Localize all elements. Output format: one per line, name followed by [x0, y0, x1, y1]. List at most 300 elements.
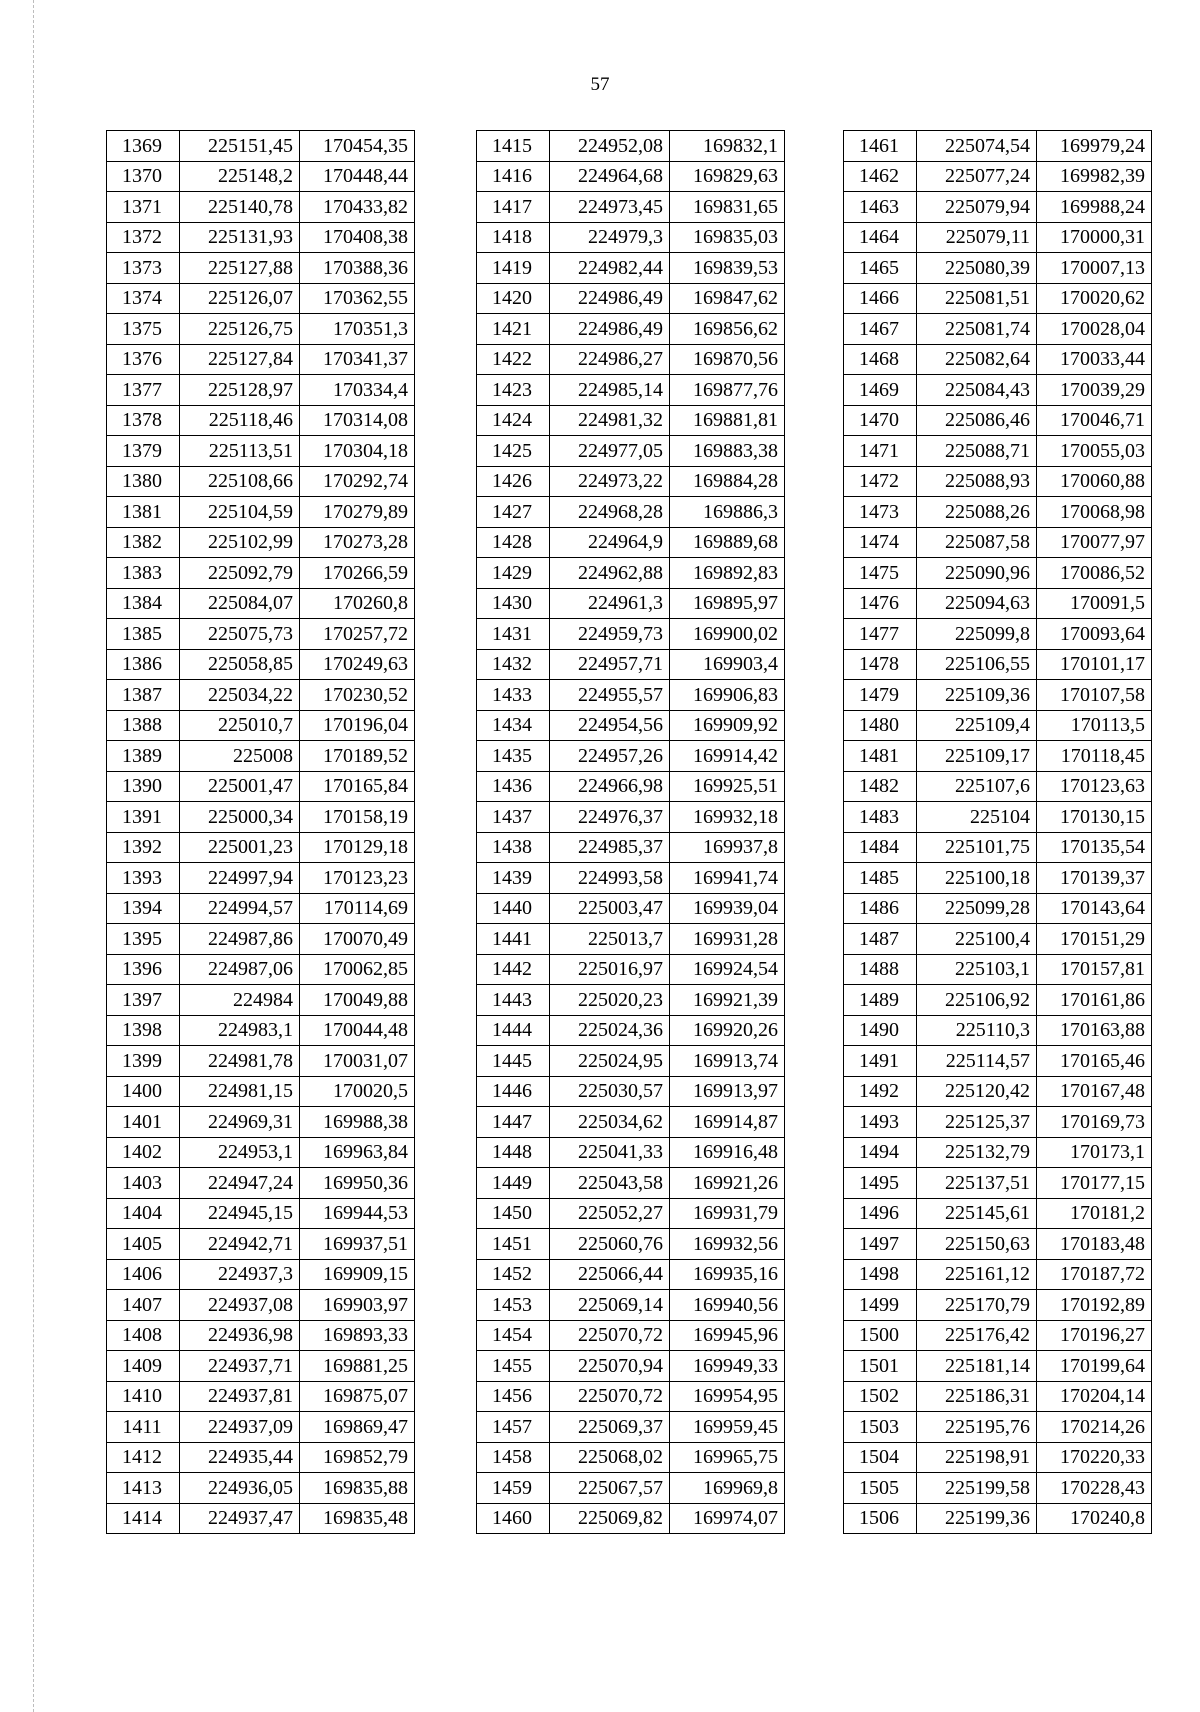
- table-row: [844, 649, 1152, 680]
- y-coordinate-cell: 170388,36: [300, 253, 415, 284]
- point-number-cell: 1466: [844, 283, 917, 314]
- table-row: [844, 527, 1152, 558]
- x-coordinate-cell: 224987,06: [180, 954, 300, 985]
- point-number-cell: 1429: [477, 558, 550, 589]
- x-coordinate-cell: 224964,9: [550, 527, 670, 558]
- table-row: [844, 1107, 1152, 1138]
- table-row: [107, 1381, 415, 1412]
- point-number-cell: 1491: [844, 1046, 917, 1077]
- table-row: [107, 1015, 415, 1046]
- x-coordinate-cell: 225079,11: [917, 222, 1037, 253]
- table-row: [107, 436, 415, 467]
- x-coordinate-cell: 225127,88: [180, 253, 300, 284]
- y-coordinate-cell: 170249,63: [300, 649, 415, 680]
- point-number-cell: 1497: [844, 1229, 917, 1260]
- table-row: [477, 710, 785, 741]
- table-row: [107, 131, 415, 162]
- table-row: [477, 558, 785, 589]
- x-coordinate-cell: 224936,98: [180, 1320, 300, 1351]
- x-coordinate-cell: 224982,44: [550, 253, 670, 284]
- table-row: [844, 1442, 1152, 1473]
- table-row: [477, 619, 785, 650]
- y-coordinate-cell: 169856,62: [670, 314, 785, 345]
- point-number-cell: 1401: [107, 1107, 180, 1138]
- x-coordinate-cell: 224961,3: [550, 588, 670, 619]
- x-coordinate-cell: 225034,62: [550, 1107, 670, 1138]
- table-row: [477, 680, 785, 711]
- table-row: [107, 893, 415, 924]
- table-row: [107, 710, 415, 741]
- table-row: [107, 1198, 415, 1229]
- point-number-cell: 1453: [477, 1290, 550, 1321]
- x-coordinate-cell: 225067,57: [550, 1473, 670, 1504]
- x-coordinate-cell: 224964,68: [550, 161, 670, 192]
- point-number-cell: 1449: [477, 1168, 550, 1199]
- x-coordinate-cell: 225024,36: [550, 1015, 670, 1046]
- table-row: [844, 741, 1152, 772]
- y-coordinate-cell: 169974,07: [670, 1503, 785, 1534]
- point-number-cell: 1420: [477, 283, 550, 314]
- table-row: [477, 1229, 785, 1260]
- y-coordinate-cell: 169965,75: [670, 1442, 785, 1473]
- y-coordinate-cell: 170240,8: [1037, 1503, 1152, 1534]
- y-coordinate-cell: 170044,48: [300, 1015, 415, 1046]
- x-coordinate-cell: 225070,72: [550, 1381, 670, 1412]
- point-number-cell: 1498: [844, 1259, 917, 1290]
- table-row: [844, 588, 1152, 619]
- y-coordinate-cell: 169893,33: [300, 1320, 415, 1351]
- table-row: [477, 1503, 785, 1534]
- y-coordinate-cell: 170151,29: [1037, 924, 1152, 955]
- page-margin-line: [33, 0, 34, 1712]
- y-coordinate-cell: 170279,89: [300, 497, 415, 528]
- point-number-cell: 1396: [107, 954, 180, 985]
- point-number-cell: 1434: [477, 710, 550, 741]
- x-coordinate-cell: 225034,22: [180, 680, 300, 711]
- point-number-cell: 1451: [477, 1229, 550, 1260]
- y-coordinate-cell: 170362,55: [300, 283, 415, 314]
- x-coordinate-cell: 225137,51: [917, 1168, 1037, 1199]
- table-row: [107, 314, 415, 345]
- y-coordinate-cell: 170165,46: [1037, 1046, 1152, 1077]
- table-row: [844, 1168, 1152, 1199]
- table-row: [844, 1137, 1152, 1168]
- point-number-cell: 1489: [844, 985, 917, 1016]
- x-coordinate-cell: 225016,97: [550, 954, 670, 985]
- y-coordinate-cell: 170139,37: [1037, 863, 1152, 894]
- point-number-cell: 1500: [844, 1320, 917, 1351]
- y-coordinate-cell: 170123,63: [1037, 771, 1152, 802]
- table-row: [107, 1137, 415, 1168]
- y-coordinate-cell: 170135,54: [1037, 832, 1152, 863]
- y-coordinate-cell: 170433,82: [300, 192, 415, 223]
- y-coordinate-cell: 169832,1: [670, 131, 785, 162]
- y-coordinate-cell: 170161,86: [1037, 985, 1152, 1016]
- y-coordinate-cell: 170062,85: [300, 954, 415, 985]
- table-row: [844, 1320, 1152, 1351]
- table-row: [107, 1320, 415, 1351]
- x-coordinate-cell: 224957,71: [550, 649, 670, 680]
- table-row: [477, 192, 785, 223]
- point-number-cell: 1432: [477, 649, 550, 680]
- point-number-cell: 1485: [844, 863, 917, 894]
- y-coordinate-cell: 170273,28: [300, 527, 415, 558]
- x-coordinate-cell: 225070,72: [550, 1320, 670, 1351]
- table-row: [107, 1473, 415, 1504]
- x-coordinate-cell: 225109,4: [917, 710, 1037, 741]
- y-coordinate-cell: 169877,76: [670, 375, 785, 406]
- table-row: [477, 832, 785, 863]
- y-coordinate-cell: 170187,72: [1037, 1259, 1152, 1290]
- table-row: [844, 558, 1152, 589]
- x-coordinate-cell: 225010,7: [180, 710, 300, 741]
- y-coordinate-cell: 170228,43: [1037, 1473, 1152, 1504]
- point-number-cell: 1378: [107, 405, 180, 436]
- point-number-cell: 1402: [107, 1137, 180, 1168]
- table-row: [477, 924, 785, 955]
- y-coordinate-cell: 169895,97: [670, 588, 785, 619]
- y-coordinate-cell: 169950,36: [300, 1168, 415, 1199]
- x-coordinate-cell: 224973,22: [550, 466, 670, 497]
- table-row: [844, 161, 1152, 192]
- x-coordinate-cell: 225186,31: [917, 1381, 1037, 1412]
- point-number-cell: 1437: [477, 802, 550, 833]
- point-number-cell: 1468: [844, 344, 917, 375]
- table-row: [844, 405, 1152, 436]
- table-row: [844, 466, 1152, 497]
- y-coordinate-cell: 170046,71: [1037, 405, 1152, 436]
- point-number-cell: 1465: [844, 253, 917, 284]
- table-row: [107, 466, 415, 497]
- point-number-cell: 1495: [844, 1168, 917, 1199]
- table-row: [844, 1503, 1152, 1534]
- point-number-cell: 1374: [107, 283, 180, 314]
- coordinates-table-2: [476, 130, 785, 1534]
- x-coordinate-cell: 225075,73: [180, 619, 300, 650]
- y-coordinate-cell: 170177,15: [1037, 1168, 1152, 1199]
- y-coordinate-cell: 170091,5: [1037, 588, 1152, 619]
- x-coordinate-cell: 225081,51: [917, 283, 1037, 314]
- y-coordinate-cell: 169921,39: [670, 985, 785, 1016]
- point-number-cell: 1445: [477, 1046, 550, 1077]
- x-coordinate-cell: 225090,96: [917, 558, 1037, 589]
- x-coordinate-cell: 225100,4: [917, 924, 1037, 955]
- point-number-cell: 1391: [107, 802, 180, 833]
- y-coordinate-cell: 169909,15: [300, 1259, 415, 1290]
- x-coordinate-cell: 225084,07: [180, 588, 300, 619]
- point-number-cell: 1440: [477, 893, 550, 924]
- x-coordinate-cell: 224986,49: [550, 314, 670, 345]
- y-coordinate-cell: 170028,04: [1037, 314, 1152, 345]
- coordinates-table-1: [106, 130, 415, 1534]
- x-coordinate-cell: 224985,14: [550, 375, 670, 406]
- y-coordinate-cell: 170118,45: [1037, 741, 1152, 772]
- x-coordinate-cell: 225000,34: [180, 802, 300, 833]
- y-coordinate-cell: 170183,48: [1037, 1229, 1152, 1260]
- table-row: [477, 131, 785, 162]
- point-number-cell: 1428: [477, 527, 550, 558]
- y-coordinate-cell: 169924,54: [670, 954, 785, 985]
- table-row: [107, 985, 415, 1016]
- y-coordinate-cell: 170070,49: [300, 924, 415, 955]
- table-row: [477, 771, 785, 802]
- y-coordinate-cell: 169892,83: [670, 558, 785, 589]
- table-row: [107, 161, 415, 192]
- y-coordinate-cell: 169937,8: [670, 832, 785, 863]
- x-coordinate-cell: 225107,6: [917, 771, 1037, 802]
- x-coordinate-cell: 225066,44: [550, 1259, 670, 1290]
- point-number-cell: 1408: [107, 1320, 180, 1351]
- x-coordinate-cell: 225069,82: [550, 1503, 670, 1534]
- y-coordinate-cell: 169913,74: [670, 1046, 785, 1077]
- x-coordinate-cell: 225108,66: [180, 466, 300, 497]
- x-coordinate-cell: 225140,78: [180, 192, 300, 223]
- table-row: [477, 497, 785, 528]
- point-number-cell: 1441: [477, 924, 550, 955]
- point-number-cell: 1394: [107, 893, 180, 924]
- x-coordinate-cell: 224969,31: [180, 1107, 300, 1138]
- y-coordinate-cell: 170114,69: [300, 893, 415, 924]
- y-coordinate-cell: 170143,64: [1037, 893, 1152, 924]
- table-row: [477, 253, 785, 284]
- x-coordinate-cell: 225001,23: [180, 832, 300, 863]
- table-row: [844, 192, 1152, 223]
- point-number-cell: 1431: [477, 619, 550, 650]
- table-row: [107, 527, 415, 558]
- x-coordinate-cell: 225150,63: [917, 1229, 1037, 1260]
- point-number-cell: 1470: [844, 405, 917, 436]
- y-coordinate-cell: 169921,26: [670, 1168, 785, 1199]
- point-number-cell: 1386: [107, 649, 180, 680]
- table-row: [477, 222, 785, 253]
- table-row: [477, 1198, 785, 1229]
- x-coordinate-cell: 225092,79: [180, 558, 300, 589]
- point-number-cell: 1382: [107, 527, 180, 558]
- x-coordinate-cell: 225074,54: [917, 131, 1037, 162]
- x-coordinate-cell: 225052,27: [550, 1198, 670, 1229]
- point-number-cell: 1460: [477, 1503, 550, 1534]
- point-number-cell: 1384: [107, 588, 180, 619]
- x-coordinate-cell: 224981,32: [550, 405, 670, 436]
- y-coordinate-cell: 169914,42: [670, 741, 785, 772]
- x-coordinate-cell: 225126,07: [180, 283, 300, 314]
- point-number-cell: 1387: [107, 680, 180, 711]
- x-coordinate-cell: 224987,86: [180, 924, 300, 955]
- table-row: [107, 1351, 415, 1382]
- point-number-cell: 1388: [107, 710, 180, 741]
- table-row: [477, 161, 785, 192]
- y-coordinate-cell: 169831,65: [670, 192, 785, 223]
- table-row: [477, 1351, 785, 1382]
- table-row: [107, 741, 415, 772]
- x-coordinate-cell: 225077,24: [917, 161, 1037, 192]
- y-coordinate-cell: 169959,45: [670, 1412, 785, 1443]
- y-coordinate-cell: 170157,81: [1037, 954, 1152, 985]
- x-coordinate-cell: 225030,57: [550, 1076, 670, 1107]
- y-coordinate-cell: 169944,53: [300, 1198, 415, 1229]
- y-coordinate-cell: 169900,02: [670, 619, 785, 650]
- table-row: [477, 954, 785, 985]
- x-coordinate-cell: 225082,64: [917, 344, 1037, 375]
- table-row: [107, 680, 415, 711]
- x-coordinate-cell: 224986,49: [550, 283, 670, 314]
- point-number-cell: 1376: [107, 344, 180, 375]
- page-number: 57: [590, 74, 610, 95]
- x-coordinate-cell: 224942,71: [180, 1229, 300, 1260]
- x-coordinate-cell: 224937,81: [180, 1381, 300, 1412]
- x-coordinate-cell: 225110,3: [917, 1015, 1037, 1046]
- table-row: [107, 1046, 415, 1077]
- point-number-cell: 1503: [844, 1412, 917, 1443]
- point-number-cell: 1442: [477, 954, 550, 985]
- x-coordinate-cell: 225069,37: [550, 1412, 670, 1443]
- table-row: [477, 283, 785, 314]
- x-coordinate-cell: 225013,7: [550, 924, 670, 955]
- x-coordinate-cell: 225132,79: [917, 1137, 1037, 1168]
- point-number-cell: 1417: [477, 192, 550, 223]
- table-row: [844, 771, 1152, 802]
- x-coordinate-cell: 225104: [917, 802, 1037, 833]
- x-coordinate-cell: 224954,56: [550, 710, 670, 741]
- table-row: [844, 1259, 1152, 1290]
- table-row: [844, 222, 1152, 253]
- x-coordinate-cell: 225104,59: [180, 497, 300, 528]
- point-number-cell: 1370: [107, 161, 180, 192]
- y-coordinate-cell: 169988,24: [1037, 192, 1152, 223]
- y-coordinate-cell: 170260,8: [300, 588, 415, 619]
- y-coordinate-cell: 169875,07: [300, 1381, 415, 1412]
- table-row: [844, 314, 1152, 345]
- table-row: [477, 314, 785, 345]
- point-number-cell: 1435: [477, 741, 550, 772]
- x-coordinate-cell: 225087,58: [917, 527, 1037, 558]
- x-coordinate-cell: 224977,05: [550, 436, 670, 467]
- y-coordinate-cell: 170060,88: [1037, 466, 1152, 497]
- x-coordinate-cell: 225161,12: [917, 1259, 1037, 1290]
- point-number-cell: 1471: [844, 436, 917, 467]
- table-row: [477, 436, 785, 467]
- point-number-cell: 1484: [844, 832, 917, 863]
- point-number-cell: 1430: [477, 588, 550, 619]
- x-coordinate-cell: 224984: [180, 985, 300, 1016]
- y-coordinate-cell: 169839,53: [670, 253, 785, 284]
- x-coordinate-cell: 224983,1: [180, 1015, 300, 1046]
- point-number-cell: 1390: [107, 771, 180, 802]
- x-coordinate-cell: 225170,79: [917, 1290, 1037, 1321]
- table-row: [844, 802, 1152, 833]
- point-number-cell: 1499: [844, 1290, 917, 1321]
- y-coordinate-cell: 170000,31: [1037, 222, 1152, 253]
- y-coordinate-cell: 170199,64: [1037, 1351, 1152, 1382]
- table-row: [844, 985, 1152, 1016]
- y-coordinate-cell: 170129,18: [300, 832, 415, 863]
- point-number-cell: 1377: [107, 375, 180, 406]
- point-number-cell: 1404: [107, 1198, 180, 1229]
- point-number-cell: 1496: [844, 1198, 917, 1229]
- y-coordinate-cell: 169920,26: [670, 1015, 785, 1046]
- x-coordinate-cell: 224985,37: [550, 832, 670, 863]
- table-row: [477, 588, 785, 619]
- table-row: [477, 1076, 785, 1107]
- table-row: [107, 619, 415, 650]
- y-coordinate-cell: 170266,59: [300, 558, 415, 589]
- y-coordinate-cell: 170020,5: [300, 1076, 415, 1107]
- y-coordinate-cell: 169925,51: [670, 771, 785, 802]
- y-coordinate-cell: 170314,08: [300, 405, 415, 436]
- table-row: [107, 1259, 415, 1290]
- y-coordinate-cell: 169852,79: [300, 1442, 415, 1473]
- y-coordinate-cell: 170454,35: [300, 131, 415, 162]
- x-coordinate-cell: 225081,74: [917, 314, 1037, 345]
- point-number-cell: 1457: [477, 1412, 550, 1443]
- point-number-cell: 1455: [477, 1351, 550, 1382]
- table-row: [107, 649, 415, 680]
- x-coordinate-cell: 225151,45: [180, 131, 300, 162]
- y-coordinate-cell: 169945,96: [670, 1320, 785, 1351]
- point-number-cell: 1450: [477, 1198, 550, 1229]
- table-row: [477, 1381, 785, 1412]
- x-coordinate-cell: 225080,39: [917, 253, 1037, 284]
- x-coordinate-cell: 225101,75: [917, 832, 1037, 863]
- table-row: [477, 466, 785, 497]
- y-coordinate-cell: 169979,24: [1037, 131, 1152, 162]
- table-row: [844, 1076, 1152, 1107]
- y-coordinate-cell: 170196,04: [300, 710, 415, 741]
- table-row: [107, 924, 415, 955]
- x-coordinate-cell: 225195,76: [917, 1412, 1037, 1443]
- table-row: [107, 588, 415, 619]
- x-coordinate-cell: 225109,36: [917, 680, 1037, 711]
- table-row: [477, 1259, 785, 1290]
- table-row: [844, 1381, 1152, 1412]
- x-coordinate-cell: 225100,18: [917, 863, 1037, 894]
- y-coordinate-cell: 170304,18: [300, 436, 415, 467]
- table-row: [844, 1412, 1152, 1443]
- y-coordinate-cell: 169869,47: [300, 1412, 415, 1443]
- y-coordinate-cell: 169835,48: [300, 1503, 415, 1534]
- x-coordinate-cell: 225114,57: [917, 1046, 1037, 1077]
- point-number-cell: 1487: [844, 924, 917, 955]
- x-coordinate-cell: 225131,93: [180, 222, 300, 253]
- point-number-cell: 1444: [477, 1015, 550, 1046]
- y-coordinate-cell: 169906,83: [670, 680, 785, 711]
- y-coordinate-cell: 170123,23: [300, 863, 415, 894]
- point-number-cell: 1481: [844, 741, 917, 772]
- table-row: [107, 405, 415, 436]
- table-row: [844, 863, 1152, 894]
- x-coordinate-cell: 225084,43: [917, 375, 1037, 406]
- table-row: [477, 863, 785, 894]
- table-row: [844, 954, 1152, 985]
- point-number-cell: 1422: [477, 344, 550, 375]
- y-coordinate-cell: 169939,04: [670, 893, 785, 924]
- table-row: [107, 497, 415, 528]
- table-row: [844, 1473, 1152, 1504]
- table-row: [477, 1320, 785, 1351]
- table-row: [477, 741, 785, 772]
- y-coordinate-cell: 169935,16: [670, 1259, 785, 1290]
- x-coordinate-cell: 225058,85: [180, 649, 300, 680]
- y-coordinate-cell: 170033,44: [1037, 344, 1152, 375]
- table-row: [844, 497, 1152, 528]
- x-coordinate-cell: 224968,28: [550, 497, 670, 528]
- table-row: [107, 222, 415, 253]
- x-coordinate-cell: 225103,1: [917, 954, 1037, 985]
- y-coordinate-cell: 170077,97: [1037, 527, 1152, 558]
- table-row: [477, 1137, 785, 1168]
- x-coordinate-cell: 225088,71: [917, 436, 1037, 467]
- table-row: [107, 344, 415, 375]
